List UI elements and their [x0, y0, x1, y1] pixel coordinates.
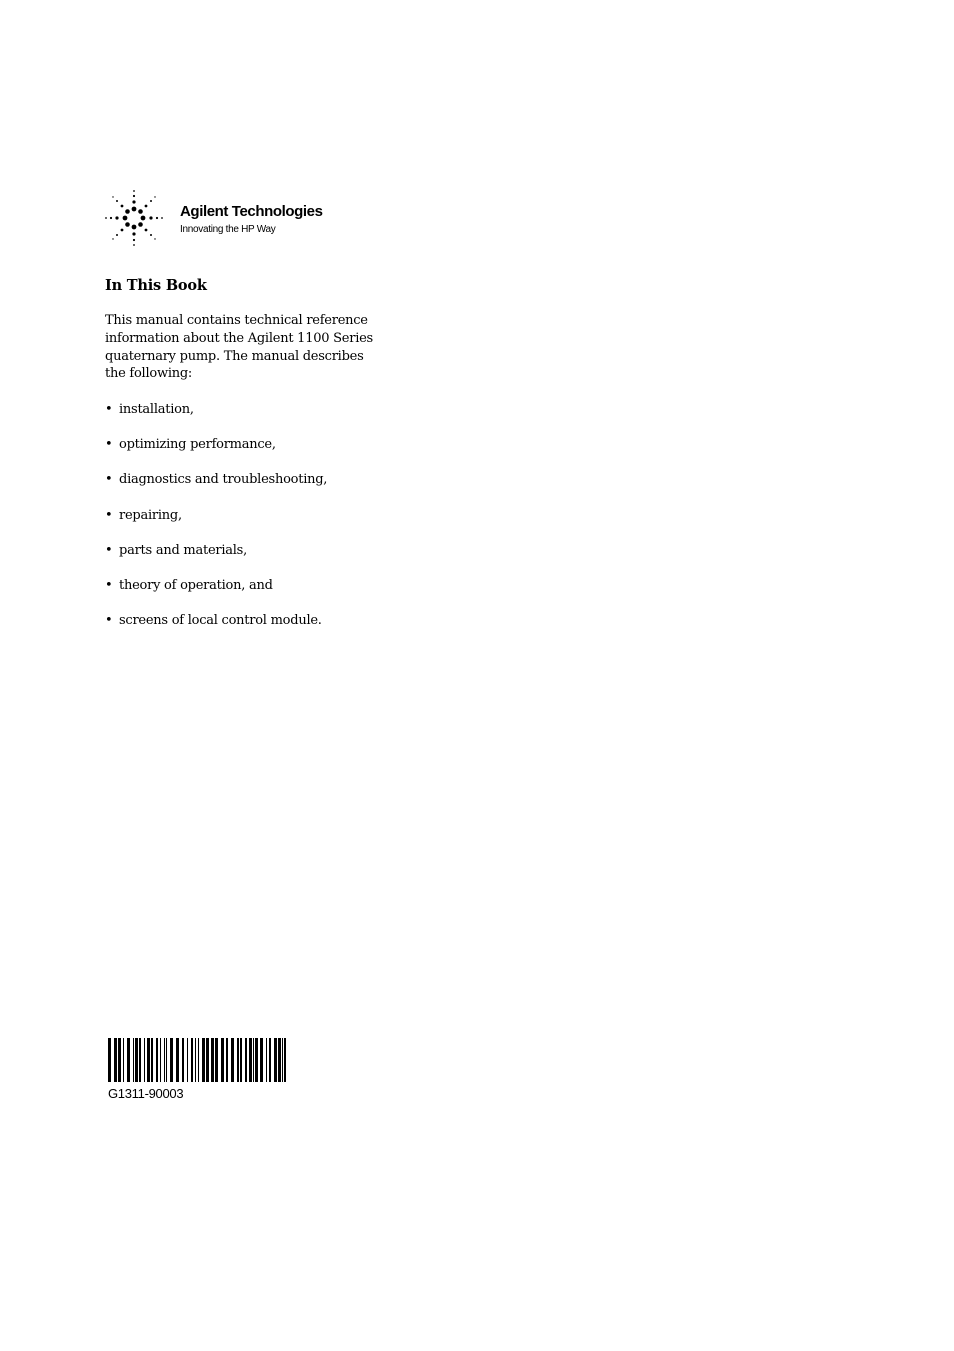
- barcode-bar: [160, 1038, 161, 1082]
- barcode-bar: [123, 1038, 124, 1082]
- topic-list: [105, 401, 327, 647]
- barcode-bar: [253, 1038, 254, 1082]
- barcode-bar: [135, 1038, 138, 1082]
- list-item: [105, 577, 327, 612]
- barcode-bar: [187, 1038, 188, 1082]
- barcode-bar: [266, 1038, 267, 1082]
- list-item: [105, 471, 327, 506]
- bullet-icon: •: [105, 542, 113, 558]
- barcode-image: [108, 1038, 286, 1082]
- barcode-bar: [195, 1038, 196, 1082]
- list-item: [105, 401, 327, 436]
- intro-paragraph: This manual contains technical reference information about the Agilent 1100 Series quaternary pump. The manual describes the following:: [105, 313, 373, 382]
- list-item-text: theory of operation, and: [119, 577, 273, 593]
- barcode-bar: [206, 1038, 209, 1082]
- barcode-bar: [226, 1038, 228, 1082]
- list-item-text: diagnostics and troubleshooting,: [119, 472, 328, 488]
- barcode-bar: [282, 1038, 283, 1082]
- agilent-spark-icon: [104, 188, 164, 248]
- list-item: [105, 436, 327, 471]
- list-item-text: repairing,: [119, 507, 182, 523]
- barcode-bar: [151, 1038, 153, 1082]
- barcode-bar: [231, 1038, 234, 1082]
- barcode-bar: [202, 1038, 205, 1082]
- barcode-bar: [114, 1038, 117, 1082]
- barcode-bar: [215, 1038, 218, 1082]
- bullet-icon: •: [105, 437, 113, 453]
- barcode-bar: [255, 1038, 258, 1082]
- brand-logo: [104, 188, 344, 250]
- list-item-text: optimizing performance,: [119, 437, 276, 453]
- barcode-bar: [164, 1038, 165, 1082]
- barcode-bar: [211, 1038, 214, 1082]
- barcode-bar: [147, 1038, 150, 1082]
- barcode-bar: [221, 1038, 224, 1082]
- barcode-bar: [118, 1038, 121, 1082]
- bullet-icon: •: [105, 472, 113, 488]
- barcode-bar: [245, 1038, 247, 1082]
- barcode-bar: [274, 1038, 277, 1082]
- brand-name: Agilent Technologies: [180, 203, 323, 220]
- list-item: [105, 612, 327, 647]
- list-item-text: installation,: [119, 402, 194, 417]
- barcode-bar: [269, 1038, 271, 1082]
- barcode-bar: [182, 1038, 184, 1082]
- brand-tagline: Innovating the HP Way: [180, 224, 276, 235]
- bullet-icon: •: [105, 507, 113, 523]
- barcode-bar: [198, 1038, 199, 1082]
- bullet-icon: •: [105, 577, 113, 593]
- list-item-text: screens of local control module.: [119, 613, 322, 629]
- bullet-icon: •: [105, 402, 113, 417]
- barcode-bar: [108, 1038, 111, 1082]
- barcode-bar: [284, 1038, 286, 1082]
- list-item-text: parts and materials,: [119, 542, 247, 558]
- barcode-bar: [278, 1038, 281, 1082]
- barcode-bar: [127, 1038, 130, 1082]
- barcode-bar: [144, 1038, 145, 1082]
- list-item: [105, 507, 327, 542]
- bullet-icon: •: [105, 613, 113, 629]
- barcode-bar: [249, 1038, 252, 1082]
- barcode-bar: [240, 1038, 242, 1082]
- barcode-bar: [191, 1038, 193, 1082]
- list-item: [105, 542, 327, 577]
- barcode-bar: [260, 1038, 263, 1082]
- barcode-bar: [176, 1038, 179, 1082]
- barcode-bar: [156, 1038, 158, 1082]
- section-title: In This Book: [105, 277, 207, 294]
- barcode-bar: [170, 1038, 173, 1082]
- barcode-bar: [133, 1038, 134, 1082]
- barcode-bar: [166, 1038, 167, 1082]
- part-number: G1311-90003: [108, 1086, 184, 1101]
- barcode-bar: [237, 1038, 239, 1082]
- barcode-bar: [139, 1038, 141, 1082]
